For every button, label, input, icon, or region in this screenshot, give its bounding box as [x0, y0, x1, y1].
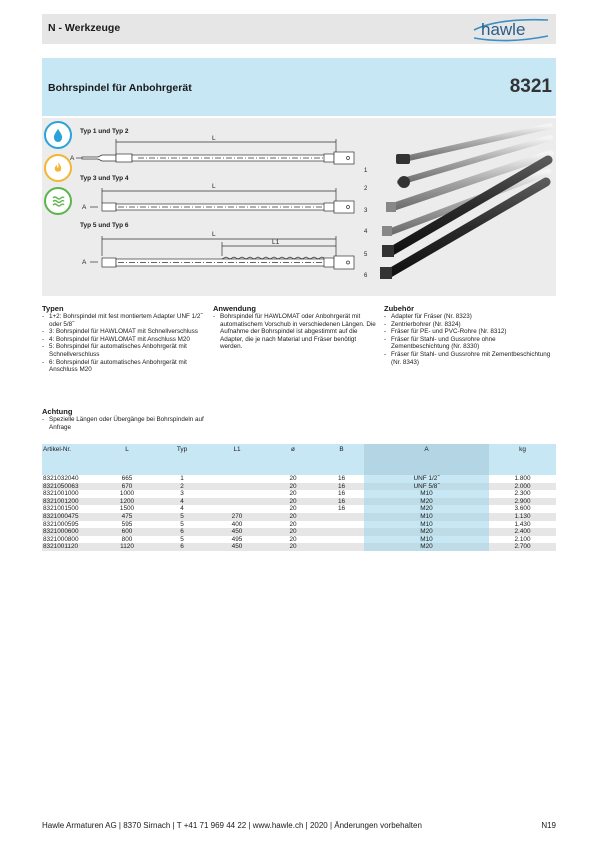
table-cell: 16 [337, 475, 346, 482]
list-item: - Fräser für Stahl- und Gussrohre mit Zementbeschichtung (Nr. 8343) [384, 351, 552, 366]
table-row [42, 528, 556, 536]
list-item: - 6: Bohrspindel für automatisches Anbohrgerät mit Anschluss M20 [42, 359, 206, 374]
table-cell: 1.430 [514, 520, 531, 528]
table-row [42, 521, 556, 529]
list-item: - Fräser für Stahl- und Gussrohre ohne Zementbeschichtung (Nr. 8330) [384, 336, 552, 351]
product-number: 8321 [509, 76, 552, 97]
table-cell: 8321000600 [42, 528, 97, 536]
table-cell: 400 [231, 520, 243, 528]
col-header-kg: kg [489, 444, 556, 475]
table-cell: 8321000595 [43, 520, 79, 528]
table-cell: 1.800 [514, 475, 531, 482]
table-cell: M20 [364, 528, 489, 536]
col-header-L1: L1 [207, 444, 267, 475]
photo-number-1: 1 [364, 168, 368, 174]
table-cell: 8321000475 [42, 513, 97, 521]
table-cell: 475 [97, 513, 157, 521]
table-cell: M20 [364, 498, 489, 506]
table-cell: 2.900 [489, 498, 556, 506]
photo-number-3: 3 [364, 208, 368, 214]
section-achtung [42, 407, 206, 431]
list-item: - 5: Bohrspindel für automatisches Anbohrgerät mit Schnellverschluss [42, 343, 206, 358]
table-cell: 5 [180, 535, 184, 543]
table-row [42, 498, 556, 506]
table-cell: 4 [180, 505, 184, 513]
table-cell: UNF 5/8˝ [364, 483, 489, 491]
table-cell: 16 [337, 490, 346, 498]
photo-number-6: 6 [364, 273, 368, 279]
dim-A-2: A [82, 204, 87, 211]
table-row [42, 490, 556, 498]
table-cell: 2.400 [489, 528, 556, 536]
table-cell: 450 [207, 543, 267, 551]
table-cell: M20 [364, 505, 489, 513]
table-cell: 1000 [119, 490, 135, 498]
section-heading: Zubehör [384, 304, 414, 313]
table-row [42, 483, 556, 491]
table-cell: M10 [364, 536, 489, 544]
table-cell: 3 [180, 490, 184, 498]
type-label-1-2: Typ 1 und Typ 2 [80, 128, 129, 135]
table-cell: 8321050063 [42, 483, 97, 491]
section-heading: Anwendung [213, 304, 256, 313]
table-cell: 3.600 [514, 505, 531, 513]
table-cell: 6 [157, 543, 207, 551]
table-cell: M10 [364, 490, 489, 498]
table-cell: 8321001000 [43, 490, 79, 498]
col-header-diameter: ø [267, 444, 319, 475]
table-cell: 20 [289, 535, 297, 543]
list-item: - Adapter für Fräser (Nr. 8323) [384, 313, 552, 321]
table-cell: 5 [157, 513, 207, 521]
table-cell: M10 [364, 513, 489, 521]
table-row [42, 536, 556, 544]
col-header-A: A [364, 444, 489, 475]
table-cell: 4 [157, 498, 207, 506]
table-cell: 8321032040 [43, 475, 79, 482]
col-header-typ: Typ [157, 444, 207, 475]
section-anwendung [213, 304, 378, 351]
table-cell: 2.300 [514, 490, 531, 498]
table-cell: 20 [267, 543, 319, 551]
dim-L-1: L [212, 135, 216, 142]
footer-text: Hawle Armaturen AG | 8370 Sirnach | T +41 71 969 44 22 | www.hawle.ch | 2020 | Änderungen vorbehalten [42, 821, 422, 830]
table-cell: 670 [97, 483, 157, 491]
table-cell: 20 [289, 520, 297, 528]
dim-L1: L1 [272, 239, 280, 246]
page-section-title: N - Werkzeuge [48, 22, 121, 34]
table-cell: 5 [180, 520, 184, 528]
table-cell: M10 [364, 521, 489, 529]
table-cell: 270 [207, 513, 267, 521]
table-cell: 1 [180, 475, 184, 482]
table-row [42, 475, 556, 483]
col-header-L: L [97, 444, 157, 475]
section-zubehoer [384, 304, 552, 366]
table-cell: 600 [97, 528, 157, 536]
table-cell: 1200 [97, 498, 157, 506]
technical-drawing [68, 128, 368, 288]
table-cell: UNF 1/2˝ [364, 475, 489, 483]
list-item: - Bohrspindel für HAWLOMAT oder Anbohrgerät mit automatischem Vorschub in verschiedenen Längen. Die Aufnahme der Bohrspindel ist abgestimmt auf die Adapter, die je nach Material und Fräser benötigt werden. [213, 313, 378, 351]
col-header-B: B [319, 444, 364, 475]
table-cell: 800 [121, 535, 133, 543]
article-table [42, 444, 556, 551]
table-cell: 2.100 [514, 535, 531, 543]
table-cell: 8321001500 [43, 505, 79, 513]
table-cell: 16 [319, 483, 364, 491]
list-item: - Fräser für PE- und PVC-Rohre (Nr. 8312) [384, 328, 552, 336]
list-item: - 3: Bohrspindel für HAWLOMAT mit Schnellverschluss [42, 328, 206, 336]
table-cell [319, 521, 364, 529]
table-cell [319, 543, 364, 551]
col-header-article: Artikel-Nr. [42, 444, 97, 475]
table-cell: 20 [267, 528, 319, 536]
table-cell: 2.000 [489, 483, 556, 491]
table-cell: M20 [364, 543, 489, 551]
section-heading: Typen [42, 304, 64, 313]
table-cell [319, 513, 364, 521]
table-cell [207, 498, 267, 506]
dim-A-1: A [70, 155, 75, 162]
table-cell: 8321000800 [43, 535, 79, 543]
table-cell: 2.700 [489, 543, 556, 551]
table-cell [207, 483, 267, 491]
table-cell: 2 [157, 483, 207, 491]
svg-text:hawle: hawle [481, 20, 526, 39]
table-cell: 1.130 [489, 513, 556, 521]
table-cell [319, 536, 364, 544]
table-cell: 8321001200 [42, 498, 97, 506]
table-cell: 20 [267, 513, 319, 521]
dim-A-3: A [82, 259, 87, 266]
table-row [42, 543, 556, 551]
table-cell: 20 [267, 498, 319, 506]
type-label-5-6: Typ 5 und Typ 6 [80, 222, 129, 229]
photo-number-5: 5 [364, 252, 368, 258]
section-typen [42, 304, 206, 374]
table-cell [319, 528, 364, 536]
table-cell: 495 [231, 535, 243, 543]
table-cell: 665 [121, 475, 133, 482]
table-cell: 1500 [119, 505, 135, 513]
table-cell: 16 [337, 505, 346, 513]
section-heading: Achtung [42, 407, 73, 416]
table-cell: 450 [207, 528, 267, 536]
photo-number-4: 4 [364, 229, 368, 235]
hawle-logo [468, 14, 554, 44]
list-item: - 4: Bohrspindel für HAWLOMAT mit Anschluss M20 [42, 336, 206, 344]
table-cell: 16 [319, 498, 364, 506]
table-cell: 1120 [97, 543, 157, 551]
table-cell: 595 [121, 520, 133, 528]
table-row [42, 513, 556, 521]
type-label-3-4: Typ 3 und Typ 4 [80, 175, 129, 182]
table-cell: 8321001120 [42, 543, 97, 551]
list-item: - Spezielle Längen oder Übergänge bei Bohrspindeln auf Anfrage [42, 416, 206, 431]
list-item: - 1+2: Bohrspindel mit fest montiertem Adapter UNF 1/2˝ oder 5/8˝ [42, 313, 206, 328]
table-row [42, 505, 556, 513]
table-cell: 20 [289, 490, 297, 498]
photo-number-2: 2 [364, 186, 368, 192]
list-item: - Zentrierbohrer (Nr. 8324) [384, 321, 552, 329]
table-cell: 20 [289, 475, 297, 482]
spindles-photo [360, 120, 556, 294]
product-title: Bohrspindel für Anbohrgerät [48, 82, 192, 94]
table-cell: 6 [157, 528, 207, 536]
table-cell [207, 490, 267, 498]
table-header-row [42, 444, 556, 475]
table-cell: 20 [267, 483, 319, 491]
dim-L-2: L [212, 183, 216, 190]
table-cell [207, 475, 267, 483]
dim-L-3: L [212, 231, 216, 238]
table-cell [207, 505, 267, 513]
page-number: N19 [541, 821, 556, 830]
table-cell: 20 [289, 505, 297, 513]
